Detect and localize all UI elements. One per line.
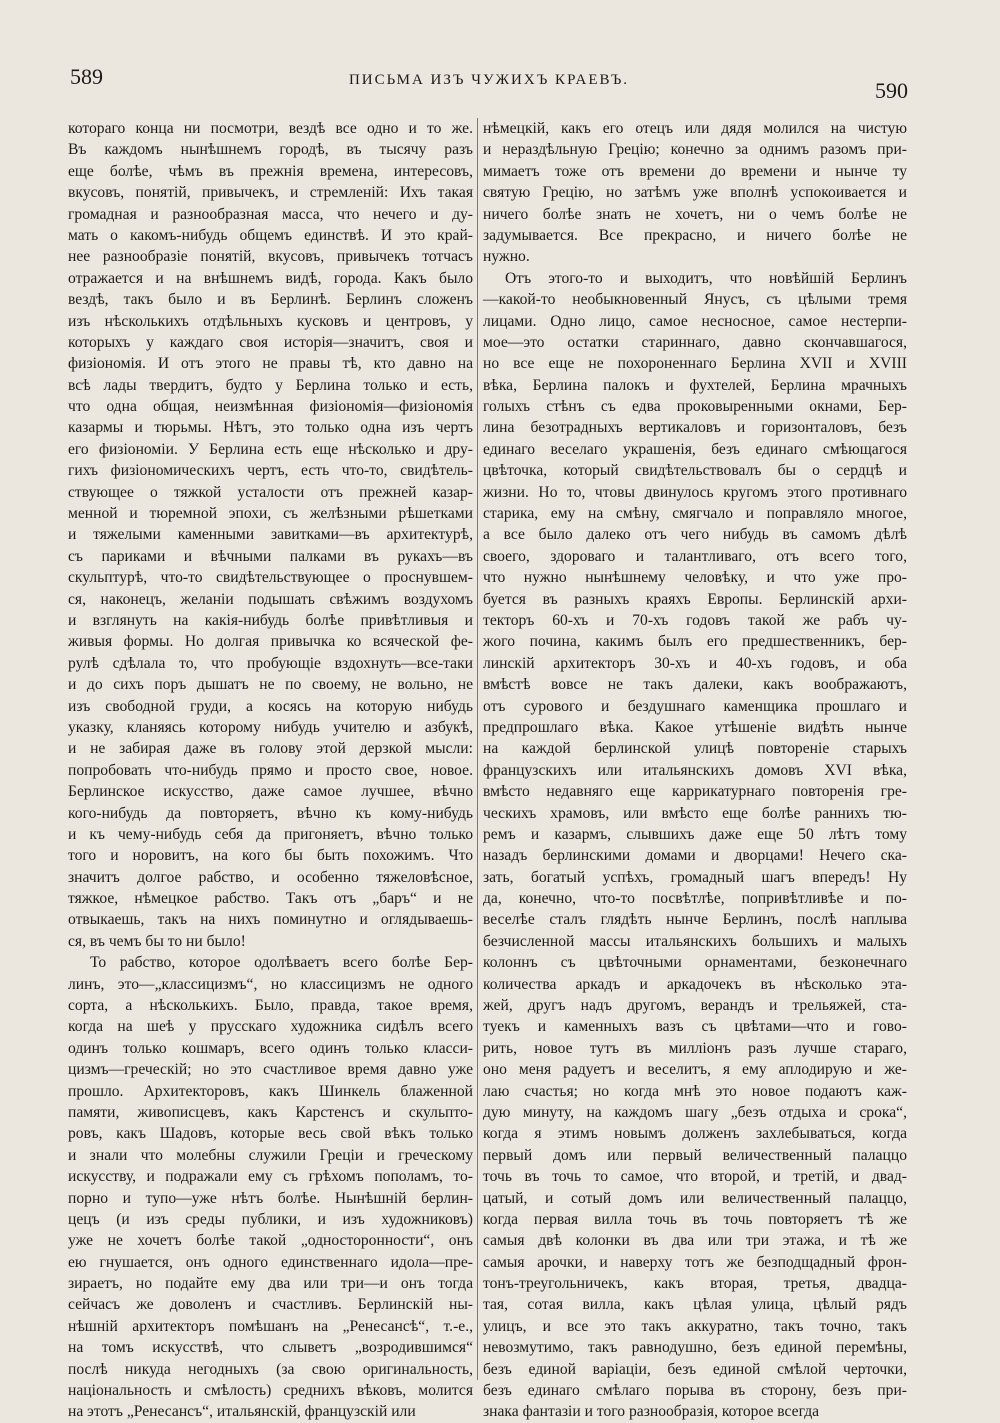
text-line: точь въ точь то самое, что второй, и третій, и двад-	[483, 1168, 907, 1186]
text-line: самыя арочки, и наверху тотъ же безподщадный фрон-	[483, 1253, 907, 1271]
text-line: національность и смѣлость) среднихъ вѣковъ, молится	[68, 1382, 473, 1400]
text-line: изъ нѣсколькихъ отдѣльныхъ кусковъ и центровъ, у	[68, 312, 473, 330]
text-line: вкусовъ, понятій, привычекъ, и стремленій: Ихъ такая	[68, 184, 473, 202]
text-line: количества аркадъ и аркадочекъ въ нѣсколько эта-	[483, 975, 907, 993]
text-line: текторъ 60-хъ и 70-хъ годовъ такой же рабъ чу-	[483, 611, 907, 629]
text-line: памяти, живописцевъ, какъ Карстенсъ и скульпто-	[68, 1103, 473, 1121]
text-line: на томъ искусствѣ, что слыветъ „возродившимся“	[68, 1339, 473, 1357]
text-line: и взглянуть на какія-нибудь болѣе привѣтливыя и	[68, 611, 473, 629]
text-line: его физіономіи. У Берлина есть еще нѣсколько и дру-	[68, 440, 473, 458]
text-line: зираетъ, но подайте ему два или три—и онъ тогда	[68, 1275, 473, 1293]
text-line: первый домъ или первый величественный палаццо	[483, 1146, 907, 1164]
text-line: туекъ и каменныхъ вазъ съ цвѣтами—что и гово-	[483, 1018, 907, 1036]
text-line: ничего болѣе знать не хочетъ, ни о чемъ болѣе не	[483, 205, 907, 223]
text-line: буется въ разныхъ краяхъ Европы. Берлинскій архи-	[483, 590, 907, 608]
text-line: цвѣточка, который свидѣтельствовалъ бы о сердцѣ и	[483, 462, 907, 480]
text-line: и къ чему-нибудь себя да пригоняетъ, вѣчно только	[68, 825, 473, 843]
text-line: на этотъ „Ренесансъ“, итальянскій, французскій или	[68, 1403, 416, 1421]
text-line: что одна общая, неизмѣнная физіономія—физіономія	[68, 398, 473, 416]
text-line: ею гнушается, онъ одного единственнаго идола—пре-	[68, 1253, 473, 1271]
text-line: значитъ долгое рабство, и особенно тяжеловѣсное,	[68, 868, 473, 886]
text-line: менной и тюремной эпохи, съ желѣзными рѣшетками	[68, 505, 473, 523]
text-line: съ париками и вѣчными палками въ рукахъ—въ	[68, 547, 473, 565]
text-line: рулѣ сдѣлала то, что пробующіе вздохнуть—все-таки	[68, 654, 473, 672]
text-line: котораго конца ни посмотри, вездѣ все одно и то же.	[68, 120, 473, 137]
text-line: оно меня радуетъ и веселитъ, я ему аплодирую и же-	[483, 1061, 907, 1079]
text-line: физіономія. И отъ этого не правы тѣ, кто давно на	[68, 355, 473, 373]
page-number-left: 589	[70, 64, 103, 89]
text-line: французскихъ или итальянскихъ домовъ XVI вѣка,	[483, 761, 907, 779]
text-line: вѣка, Берлина палокъ и фухтелей, Берлина мрачныхъ	[483, 376, 907, 394]
text-line: ся, наконецъ, желаніи подышать свѣжимъ воздухомъ	[68, 590, 473, 608]
text-line: послѣ никуда негодныхъ (за свою оригинальность,	[68, 1360, 473, 1378]
text-line: колоннъ съ цвѣточными орнаментами, безконечнаго	[483, 954, 907, 972]
text-line: безъ единой варіаціи, безъ единой смѣлой черточки,	[483, 1360, 907, 1378]
text-line: сейчасъ же доволенъ и счастливъ. Берлинскій ны-	[68, 1296, 473, 1314]
text-line: когда первая вилла точь въ точь повторяетъ тѣ же	[483, 1210, 907, 1228]
text-line: задумывается. Все прекрасно, и ничего болѣе не	[483, 226, 907, 244]
text-line: тонъ-треугольничекъ, какъ вторая, третья, двадца-	[483, 1275, 907, 1293]
text-line: вмѣсто недавняго еще каррикатурнаго повторенія гре-	[483, 783, 907, 801]
text-line: уже не хочетъ болѣе такой „односторонности“, онъ	[68, 1232, 473, 1250]
text-line: предпрошлаго вѣка. Какое утѣшеніе видѣть нынче	[483, 718, 907, 736]
text-line: Отъ этого-то и выходитъ, что новѣйшій Берлинъ	[505, 269, 907, 287]
text-line: старика, ему на смѣну, смягчало и поправляло многое,	[483, 505, 907, 523]
text-line: безъ единаго смѣлаго порыва въ сторону, безъ при-	[483, 1382, 907, 1400]
text-line: изъ свободной груди, а косясь на которую нибудь	[68, 697, 473, 715]
text-line: невозмутимо, такъ равнодушно, безъ единой перемѣны,	[483, 1339, 907, 1357]
text-line: дую минуту, на каждомъ шагу „безъ отдыха и срока“,	[483, 1103, 907, 1121]
text-line: нѣшній архитекторъ помѣшанъ на „Ренесансѣ“, т.-е.,	[68, 1317, 473, 1335]
text-line: которыхъ у каждаго своя исторія—значитъ, своя и	[68, 333, 473, 351]
text-line: тая, сотая вилла, какъ цѣлая улица, цѣлый рядъ	[483, 1296, 907, 1314]
text-line: рить, новое тутъ въ милліонъ разъ лучше стараго,	[483, 1039, 907, 1057]
text-line: и тяжелыми каменными завитками—въ архитектурѣ,	[68, 526, 473, 544]
text-line: а все было далеко отъ чего нибудь въ самомъ дѣлѣ	[483, 526, 907, 544]
text-line: голыхъ стѣнъ съ едва проковыренными окнами, Бер-	[483, 398, 907, 416]
text-line: сорта, а нѣсколькихъ. Было, правда, такое время,	[68, 997, 473, 1015]
text-line: знака фантазіи и того разнообразія, которое всегда	[483, 1403, 820, 1421]
running-title: ПИСЬМА ИЗЪ ЧУЖИХЪ КРАЕВЪ.	[348, 72, 630, 88]
text-line: скульптурѣ, что-то свидѣтельствующее о проснувшем-	[68, 569, 473, 587]
text-line: порно и тупо—уже нѣтъ болѣе. Нынѣшній берлин-	[68, 1189, 473, 1207]
column-divider	[477, 118, 478, 1380]
text-line: еще болѣе, чѣмъ въ прежнія времена, интересовъ,	[68, 162, 473, 180]
text-line: жого почина, какимъ былъ его предшественникъ, бер-	[483, 633, 907, 651]
text-line: единаго веселаго украшенія, безъ единаго смѣющагося	[483, 440, 907, 458]
text-line: попробовать что-нибудь прямо и просто свое, новое.	[68, 761, 473, 779]
text-line: нѣмецкій, какъ его отецъ или дядя молился на чистую	[483, 120, 907, 137]
text-line: казармы и тюрьмы. Нѣтъ, это только одна изъ чертъ	[68, 419, 473, 437]
text-line: прошло. Архитекторовъ, какъ Шинкель блаженной	[68, 1082, 473, 1100]
text-line: Въ каждомъ нынѣшнемъ городѣ, въ тысячу разъ	[68, 141, 473, 159]
left-text-column	[68, 118, 473, 1421]
text-line: отъ сурового и бездушнаго каменщика прошлаго и	[483, 697, 907, 715]
text-line: своего, здороваго и талантливаго, отъ всего того,	[483, 547, 907, 565]
text-line: нее разнообразіе понятій, вкусовъ, привычекъ тотчасъ	[68, 248, 473, 266]
text-line: цецъ (и изъ среды публики, и изъ художниковъ)	[68, 1210, 473, 1228]
text-line: ся, въ чемъ бы то ни было!	[68, 932, 246, 950]
text-line: и не забирая даже въ голову этой дерзкой мысли:	[68, 740, 473, 758]
text-line: безчисленной массы итальянскихъ большихъ и малыхъ	[483, 932, 907, 950]
text-line: гихъ физіономическихъ чертъ, есть что-то, свидѣтель-	[68, 462, 473, 480]
text-line: но все еще не похороненнаго Берлина XVII и XVIII	[483, 355, 907, 373]
text-line: ческихъ храмовъ, или вмѣсто еще болѣе раннихъ тю-	[483, 804, 907, 822]
text-line: жизни. Но то, чтовы двинулось кругомъ этого противнаго	[483, 483, 907, 501]
text-line: мое—это остатки стариннаго, давно скончавшагося,	[483, 333, 907, 351]
text-line: того и норовитъ, на кого бы быть похожимъ. Что	[68, 847, 473, 865]
text-line: когда на шеѣ у прусскаго художника сидѣлъ всего	[68, 1018, 473, 1036]
text-line: назадъ берлинскими домами и дворцами! Нечего ска-	[483, 847, 907, 865]
text-line: что нужно нынѣшнему человѣку, и что уже про-	[483, 569, 907, 587]
text-line: всѣ лады твердитъ, будто у Берлина только и есть,	[68, 376, 473, 394]
text-line: да, конечно, что-то посвѣтлѣе, попривѣтливѣе и по-	[483, 890, 907, 908]
right-text-column	[483, 118, 907, 1421]
text-line: мимаетъ тоже отъ времени до времени и нынче ту	[483, 162, 907, 180]
text-line: тяжкое, нѣмецкое рабство. Такъ отъ „баръ“ и не	[68, 890, 473, 908]
page-header	[70, 64, 908, 103]
text-line: одинъ только кошмаръ, всего одинъ только класси-	[68, 1039, 473, 1057]
text-line: отвыкаешь, такъ на нихъ поминутно и оглядываешь-	[68, 911, 473, 929]
text-line: вмѣстѣ вовсе не такъ далеки, какъ воображаютъ,	[483, 676, 907, 694]
text-line: Берлинское искусство, даже самое лучшее, вѣчно	[68, 783, 473, 801]
text-line: на каждой берлинской улицѣ повтореніе старыхъ	[483, 740, 907, 758]
text-line: нужно.	[483, 248, 530, 266]
text-line: веселѣе сталъ глядѣть нынче Берлинъ, послѣ наплыва	[483, 911, 907, 929]
text-line: —какой-то необыкновенный Янусъ, съ цѣлыми тремя	[483, 291, 907, 309]
text-line: улицъ, и все это такъ аккуратно, такъ точно, такъ	[483, 1317, 907, 1335]
text-line: ровъ, какъ Шадовъ, которые весь свой вѣкъ только	[68, 1125, 473, 1143]
text-line: лаю счастья; но когда мнѣ это новое подаютъ каж-	[483, 1082, 907, 1100]
text-line: и знали что молебны служили Греціи и греческому	[68, 1146, 473, 1164]
text-line: ремъ и казармъ, слывшихъ даже еще 50 лѣтъ тому	[483, 825, 907, 843]
text-line: ствующее о тяжкой усталости отъ прежней казар-	[68, 483, 473, 501]
text-line: лина безотрадныхъ вертикаловъ и горизонталовъ, безъ	[483, 419, 907, 437]
text-line: зать, богатый успѣхъ, громадный шагъ впередъ! Ну	[483, 868, 907, 886]
text-line: и нераздѣльную Грецію; конечно за однимъ разомъ при-	[483, 141, 907, 159]
text-line: самыя двѣ колонки въ два или три этажа, и тѣ же	[483, 1232, 907, 1250]
text-line: То рабство, которое одолѣваетъ всего болѣе Бер-	[90, 954, 473, 972]
page-number-right: 590	[875, 78, 908, 103]
text-line: цизмъ—греческій; но это счастливое время давно уже	[68, 1061, 473, 1079]
text-line: святую Грецію, но затѣмъ уже вполнѣ успокоивается и	[483, 184, 907, 202]
text-line: вездѣ, такъ было и въ Берлинѣ. Берлинъ сложенъ	[68, 291, 473, 309]
text-line: жей, другъ надъ другомъ, верандъ и трельяжей, ста-	[483, 997, 907, 1015]
text-line: искусству, и подражали ему съ грѣхомъ пополамъ, то-	[68, 1168, 473, 1186]
text-line: отражается и на внѣшнемъ видѣ, города. Какъ было	[68, 269, 473, 287]
text-line: линскій архитекторъ 30-хъ и 40-хъ годовъ, и оба	[483, 654, 907, 672]
text-line: указку, кланяясь которому нибудь учителю и азбукѣ,	[68, 718, 473, 736]
text-line: лицами. Одно лицо, самое несносное, самое нестерпи-	[483, 312, 907, 330]
text-line: кого-нибудь да повторяетъ, вѣчно къ кому-нибудь	[68, 804, 473, 822]
text-line: громадная и разнообразная масса, что нечего и ду-	[68, 205, 473, 223]
text-line: и до сихъ поръ дышатъ не по своему, не вольно, не	[68, 676, 473, 694]
text-line: живыя формы. Но долгая привычка ко всяческой фе-	[68, 633, 473, 651]
text-line: мать о какомъ-нибудь общемъ единствѣ. И это край-	[68, 226, 473, 244]
text-line: цатый, и сотый домъ или величественный палаццо,	[483, 1189, 907, 1207]
text-line: когда я этимъ новымъ долженъ захлебываться, когда	[483, 1125, 907, 1143]
text-line: линъ, это—„классицизмъ“, но классицизмъ не одного	[68, 975, 473, 993]
